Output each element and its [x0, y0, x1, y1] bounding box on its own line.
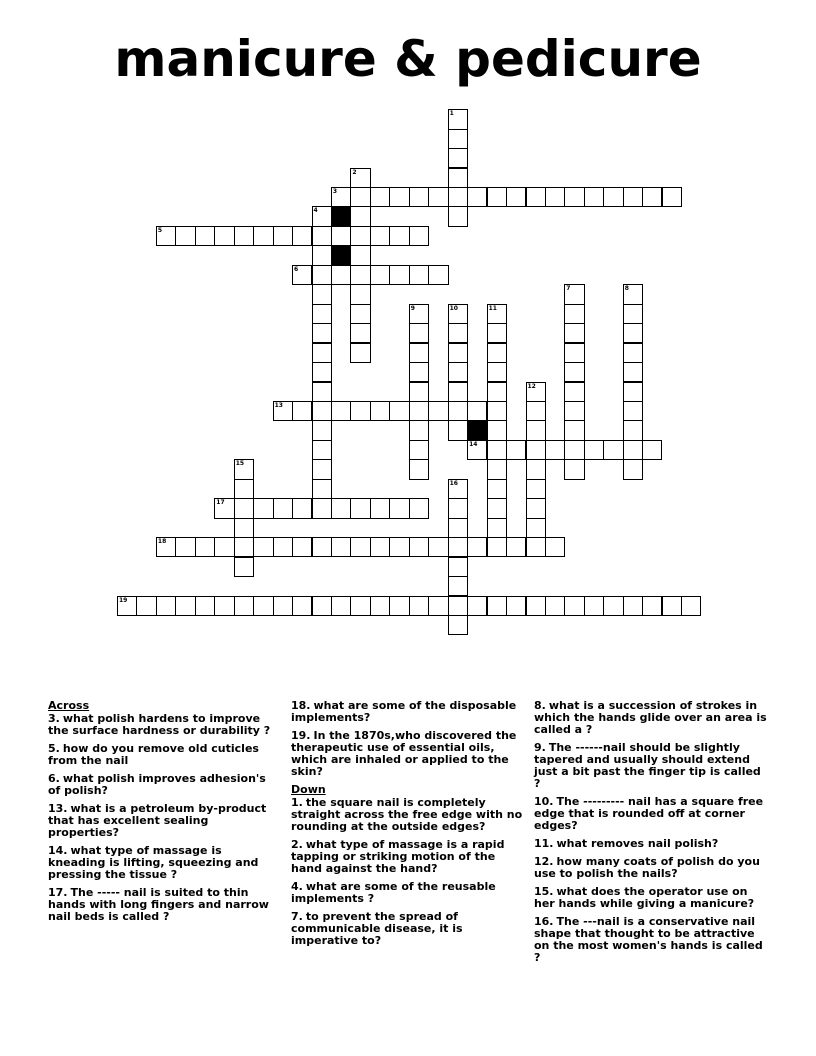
across-heading: Across	[48, 699, 90, 712]
grid-cell[interactable]	[156, 596, 176, 616]
grid-cell[interactable]	[448, 557, 468, 577]
grid-cell[interactable]	[506, 187, 526, 207]
clue-text: what does the operator use on her hands while giving a manicure?	[534, 885, 755, 910]
grid-cell[interactable]	[448, 362, 468, 382]
grid-cell[interactable]	[603, 187, 623, 207]
cell-number: 6	[294, 265, 299, 273]
grid-cell[interactable]	[350, 537, 370, 557]
across-clue	[48, 713, 280, 737]
grid-cell[interactable]	[526, 498, 546, 518]
grid-cell[interactable]	[292, 537, 312, 557]
grid-cell[interactable]	[487, 596, 507, 616]
grid-cell[interactable]	[623, 323, 643, 343]
grid-cell[interactable]	[526, 537, 546, 557]
grid-cell[interactable]	[370, 401, 390, 421]
grid-cell[interactable]	[389, 226, 409, 246]
grid-cell[interactable]	[350, 323, 370, 343]
grid-cell[interactable]	[642, 596, 662, 616]
clue-text: The ---nail is a conservative nail shape that thought to be attractive on the most women's hands is called ?	[534, 915, 763, 964]
cell-number: 19	[119, 596, 128, 604]
across-clue	[48, 773, 280, 797]
clue-text: how do you remove old cuticles from the nail	[48, 742, 259, 767]
grid-cell[interactable]	[312, 226, 332, 246]
clue-text: to prevent the spread of communicable disease, it is imperative to?	[291, 910, 463, 947]
grid-cell[interactable]	[623, 459, 643, 479]
grid-cell[interactable]	[428, 187, 448, 207]
grid-cell[interactable]	[623, 596, 643, 616]
clues-column-3	[534, 700, 770, 970]
grid-cell[interactable]	[312, 362, 332, 382]
grid-cell[interactable]	[564, 401, 584, 421]
grid-cell[interactable]	[370, 226, 390, 246]
grid-cell[interactable]	[409, 187, 429, 207]
down-clue	[291, 839, 527, 875]
grid-cell[interactable]	[409, 265, 429, 285]
cell-number: 4	[313, 207, 318, 215]
grid-cell[interactable]	[564, 382, 584, 402]
grid-cell[interactable]	[350, 596, 370, 616]
grid-cell[interactable]	[214, 498, 234, 518]
cell-number: 10	[449, 304, 458, 312]
down-clue	[534, 742, 770, 790]
grid-cell[interactable]	[253, 226, 273, 246]
grid-cell[interactable]	[409, 459, 429, 479]
grid-cell[interactable]	[623, 420, 643, 440]
grid-cell[interactable]	[331, 596, 351, 616]
grid-cell[interactable]	[623, 440, 643, 460]
cell-number: 16	[449, 479, 458, 487]
grid-cell[interactable]	[331, 498, 351, 518]
grid-cell[interactable]	[564, 343, 584, 363]
cell-number: 2	[352, 168, 357, 176]
grid-cell[interactable]	[487, 518, 507, 538]
grid-cell[interactable]	[448, 187, 468, 207]
blocked-cell	[467, 420, 487, 440]
cell-number: 17	[216, 499, 225, 507]
grid-cell[interactable]	[545, 187, 565, 207]
grid-cell[interactable]	[487, 304, 507, 324]
grid-cell[interactable]	[409, 343, 429, 363]
grid-cell[interactable]	[448, 148, 468, 168]
grid-cell[interactable]	[195, 226, 215, 246]
down-clue	[534, 856, 770, 880]
clue-text: what type of massage is kneading is lifting, squeezing and pressing the tissue ?	[48, 844, 259, 881]
grid-cell[interactable]	[312, 304, 332, 324]
grid-cell[interactable]	[234, 557, 254, 577]
clue-text: what type of massage is a rapid tapping or striking motion of the hand against the hand?	[291, 838, 505, 875]
clue-number: 6.	[48, 772, 60, 785]
grid-cell[interactable]	[331, 265, 351, 285]
grid-cell[interactable]	[545, 596, 565, 616]
clue-text: what is a petroleum by-product that has excellent sealing properties?	[48, 802, 267, 839]
grid-cell[interactable]	[409, 304, 429, 324]
grid-cell[interactable]	[312, 440, 332, 460]
grid-cell[interactable]	[409, 382, 429, 402]
grid-cell[interactable]	[448, 343, 468, 363]
grid-cell[interactable]	[526, 479, 546, 499]
down-clue	[291, 881, 527, 905]
grid-cell[interactable]	[331, 537, 351, 557]
grid-cell[interactable]	[350, 226, 370, 246]
grid-cell[interactable]	[312, 284, 332, 304]
clue-text: The ------nail should be slightly tapered and usually should extend just a bit past the finger tip is called ?	[534, 741, 761, 790]
grid-cell[interactable]	[350, 168, 370, 188]
grid-cell[interactable]	[312, 343, 332, 363]
cell-number: 9	[410, 304, 415, 312]
grid-cell[interactable]	[448, 479, 468, 499]
across-clue	[48, 803, 280, 839]
clue-text: what are some of the reusable implements ?	[291, 880, 496, 905]
grid-cell[interactable]	[448, 304, 468, 324]
clue-number: 16.	[534, 915, 554, 928]
grid-cell[interactable]	[564, 362, 584, 382]
grid-cell[interactable]	[487, 187, 507, 207]
clue-number: 8.	[534, 699, 546, 712]
cell-number: 1	[449, 110, 454, 118]
grid-cell[interactable]	[623, 304, 643, 324]
grid-cell[interactable]	[350, 343, 370, 363]
grid-cell[interactable]	[253, 498, 273, 518]
grid-cell[interactable]	[350, 498, 370, 518]
grid-cell[interactable]	[234, 596, 254, 616]
grid-cell[interactable]	[312, 245, 332, 265]
grid-cell[interactable]	[350, 401, 370, 421]
grid-cell[interactable]	[564, 187, 584, 207]
cell-number: 18	[157, 538, 167, 546]
grid-cell[interactable]	[681, 596, 701, 616]
grid-cell[interactable]	[389, 498, 409, 518]
grid-cell[interactable]	[370, 265, 390, 285]
down-clue	[534, 886, 770, 910]
clue-number: 15.	[534, 885, 554, 898]
grid-cell[interactable]	[467, 187, 487, 207]
grid-cell[interactable]	[312, 401, 332, 421]
clues-column-2	[291, 700, 527, 953]
grid-cell[interactable]	[564, 323, 584, 343]
grid-cell[interactable]	[389, 265, 409, 285]
grid-cell[interactable]	[564, 420, 584, 440]
grid-cell[interactable]	[156, 537, 176, 557]
clue-number: 1.	[291, 796, 303, 809]
grid-cell[interactable]	[487, 362, 507, 382]
cell-number: 11	[488, 304, 497, 312]
clue-number: 18.	[291, 699, 311, 712]
grid-cell[interactable]	[487, 537, 507, 557]
grid-cell[interactable]	[623, 382, 643, 402]
grid-cell[interactable]	[409, 226, 429, 246]
grid-cell[interactable]	[389, 596, 409, 616]
grid-cell[interactable]	[273, 498, 293, 518]
grid-cell[interactable]	[331, 401, 351, 421]
grid-cell[interactable]	[623, 401, 643, 421]
grid-cell[interactable]	[136, 596, 156, 616]
grid-cell[interactable]	[312, 420, 332, 440]
grid-cell[interactable]	[642, 440, 662, 460]
clues-column-1	[48, 700, 280, 929]
grid-cell[interactable]	[662, 596, 682, 616]
grid-cell[interactable]	[234, 498, 254, 518]
blocked-cell	[331, 206, 351, 226]
grid-cell[interactable]	[312, 537, 332, 557]
down-heading: Down	[291, 783, 326, 796]
grid-cell[interactable]	[448, 518, 468, 538]
grid-cell[interactable]	[175, 537, 195, 557]
clue-text: The ----- nail is suited to thin hands with long fingers and narrow nail beds is called ?	[48, 886, 269, 923]
grid-cell[interactable]	[117, 596, 137, 616]
grid-cell[interactable]	[545, 537, 565, 557]
grid-cell[interactable]	[234, 459, 254, 479]
clue-text: what removes nail polish?	[556, 837, 719, 850]
grid-cell[interactable]	[526, 596, 546, 616]
grid-cell[interactable]	[273, 596, 293, 616]
clue-text: what polish improves adhesion's of polish?	[48, 772, 266, 797]
grid-cell[interactable]	[526, 459, 546, 479]
clue-number: 17.	[48, 886, 68, 899]
grid-cell[interactable]	[312, 265, 332, 285]
grid-cell[interactable]	[448, 615, 468, 635]
grid-cell[interactable]	[487, 382, 507, 402]
grid-cell[interactable]	[234, 537, 254, 557]
grid-cell[interactable]	[292, 596, 312, 616]
grid-cell[interactable]	[331, 187, 351, 207]
clue-number: 2.	[291, 838, 303, 851]
grid-cell[interactable]	[214, 226, 234, 246]
grid-cell[interactable]	[487, 401, 507, 421]
grid-cell[interactable]	[273, 537, 293, 557]
grid-cell[interactable]	[214, 537, 234, 557]
grid-cell[interactable]	[370, 187, 390, 207]
grid-cell[interactable]	[603, 440, 623, 460]
grid-cell[interactable]	[506, 440, 526, 460]
grid-cell[interactable]	[487, 479, 507, 499]
grid-cell[interactable]	[448, 323, 468, 343]
grid-cell[interactable]	[195, 537, 215, 557]
clue-text: what are some of the disposable implements?	[291, 699, 517, 724]
cell-number: 8	[624, 285, 629, 293]
grid-cell[interactable]	[234, 226, 254, 246]
clue-text: what polish hardens to improve the surface hardness or durability ?	[48, 712, 271, 737]
grid-cell[interactable]	[564, 304, 584, 324]
grid-cell[interactable]	[312, 498, 332, 518]
grid-cell[interactable]	[448, 382, 468, 402]
clue-number: 4.	[291, 880, 303, 893]
grid-cell[interactable]	[350, 284, 370, 304]
grid-cell[interactable]	[253, 596, 273, 616]
page-title: manicure & pedicure	[114, 30, 702, 88]
grid-cell[interactable]	[623, 362, 643, 382]
grid-cell[interactable]	[487, 459, 507, 479]
grid-cell[interactable]	[350, 304, 370, 324]
clue-number: 11.	[534, 837, 554, 850]
grid-cell[interactable]	[253, 537, 273, 557]
grid-cell[interactable]	[331, 226, 351, 246]
grid-cell[interactable]	[564, 459, 584, 479]
grid-cell[interactable]	[448, 596, 468, 616]
blocked-cell	[331, 245, 351, 265]
grid-cell[interactable]	[506, 596, 526, 616]
grid-cell[interactable]	[526, 420, 546, 440]
cell-number: 13	[274, 401, 283, 409]
grid-cell[interactable]	[409, 537, 429, 557]
grid-cell[interactable]	[564, 284, 584, 304]
grid-cell[interactable]	[467, 537, 487, 557]
grid-cell[interactable]	[312, 596, 332, 616]
grid-cell[interactable]	[370, 498, 390, 518]
grid-cell[interactable]	[350, 206, 370, 226]
grid-cell[interactable]	[448, 576, 468, 596]
down-clue	[534, 700, 770, 736]
grid-cell[interactable]	[428, 596, 448, 616]
grid-cell[interactable]	[214, 596, 234, 616]
grid-cell[interactable]	[312, 382, 332, 402]
grid-cell[interactable]	[409, 323, 429, 343]
grid-cell[interactable]	[389, 537, 409, 557]
grid-cell[interactable]	[448, 168, 468, 188]
grid-cell[interactable]	[526, 382, 546, 402]
down-clue	[291, 797, 527, 833]
grid-cell[interactable]	[428, 537, 448, 557]
grid-cell[interactable]	[156, 226, 176, 246]
grid-cell[interactable]	[370, 537, 390, 557]
grid-cell[interactable]	[312, 479, 332, 499]
grid-cell[interactable]	[526, 187, 546, 207]
down-clue	[534, 916, 770, 964]
down-clue	[534, 796, 770, 832]
grid-cell[interactable]	[448, 420, 468, 440]
grid-cell[interactable]	[526, 440, 546, 460]
cell-number: 12	[527, 382, 536, 390]
clue-number: 3.	[48, 712, 60, 725]
grid-cell[interactable]	[564, 596, 584, 616]
grid-cell[interactable]	[545, 440, 565, 460]
grid-cell[interactable]	[292, 401, 312, 421]
cell-number: 5	[157, 226, 163, 234]
grid-cell[interactable]	[409, 596, 429, 616]
grid-cell[interactable]	[467, 440, 487, 460]
grid-cell[interactable]	[584, 440, 604, 460]
grid-cell[interactable]	[642, 187, 662, 207]
grid-cell[interactable]	[603, 596, 623, 616]
grid-cell[interactable]	[234, 518, 254, 538]
grid-cell[interactable]	[467, 401, 487, 421]
grid-cell[interactable]	[370, 596, 390, 616]
grid-cell[interactable]	[564, 440, 584, 460]
grid-cell[interactable]	[623, 284, 643, 304]
clue-text: In the 1870s,who discovered the therapeutic use of essential oils, which are inhaled or applied to the skin?	[291, 729, 517, 778]
across-clue	[48, 887, 280, 923]
clue-number: 14.	[48, 844, 68, 857]
grid-cell[interactable]	[584, 596, 604, 616]
cell-number: 3	[332, 188, 338, 195]
grid-cell[interactable]	[662, 187, 682, 207]
grid-cell[interactable]	[487, 343, 507, 363]
grid-cell[interactable]	[487, 440, 507, 460]
grid-cell[interactable]	[312, 323, 332, 343]
grid-cell[interactable]	[409, 420, 429, 440]
grid-cell[interactable]	[448, 401, 468, 421]
clue-text: The --------- nail has a square free edge that is rounded off at corner edges?	[534, 795, 764, 832]
grid-cell[interactable]	[487, 420, 507, 440]
clue-number: 9.	[534, 741, 546, 754]
clue-number: 7.	[291, 910, 303, 923]
grid-cell[interactable]	[350, 187, 370, 207]
cell-number: 15	[235, 460, 245, 468]
grid-cell[interactable]	[526, 518, 546, 538]
grid-cell[interactable]	[292, 265, 312, 285]
across-clue	[291, 700, 527, 724]
grid-cell[interactable]	[487, 498, 507, 518]
across-clue	[48, 845, 280, 881]
grid-cell[interactable]	[273, 226, 293, 246]
grid-cell[interactable]	[467, 596, 487, 616]
clue-number: 19.	[291, 729, 311, 742]
grid-cell[interactable]	[409, 440, 429, 460]
grid-cell[interactable]	[428, 265, 448, 285]
grid-cell[interactable]	[389, 187, 409, 207]
clue-text: the square nail is completely straight across the free edge with no rounding at the outside edges?	[291, 796, 523, 833]
clue-text: how many coats of polish do you use to polish the nails?	[534, 855, 760, 880]
grid-cell[interactable]	[409, 401, 429, 421]
grid-cell[interactable]	[623, 187, 643, 207]
grid-cell[interactable]	[526, 401, 546, 421]
grid-cell[interactable]	[487, 323, 507, 343]
grid-cell[interactable]	[448, 129, 468, 149]
clue-number: 12.	[534, 855, 554, 868]
cell-number: 7	[566, 285, 571, 293]
grid-cell[interactable]	[234, 479, 254, 499]
grid-cell[interactable]	[448, 206, 468, 226]
grid-cell[interactable]	[448, 109, 468, 129]
grid-cell[interactable]	[623, 343, 643, 363]
across-clue	[291, 730, 527, 778]
grid-cell[interactable]	[292, 498, 312, 518]
grid-cell[interactable]	[350, 265, 370, 285]
grid-cell[interactable]	[409, 498, 429, 518]
clue-number: 5.	[48, 742, 60, 755]
grid-cell[interactable]	[448, 498, 468, 518]
clue-text: what is a succession of strokes in which the hands glide over an area is called a ?	[534, 699, 767, 736]
grid-cell[interactable]	[175, 226, 195, 246]
grid-cell[interactable]	[195, 596, 215, 616]
clue-number: 10.	[534, 795, 554, 808]
grid-cell[interactable]	[292, 226, 312, 246]
grid-cell[interactable]	[389, 401, 409, 421]
cell-number: 14	[469, 440, 478, 448]
grid-cell[interactable]	[448, 537, 468, 557]
grid-cell[interactable]	[350, 245, 370, 265]
grid-cell[interactable]	[273, 401, 293, 421]
down-clue	[291, 911, 527, 947]
down-clue	[534, 838, 770, 850]
grid-cell[interactable]	[506, 537, 526, 557]
grid-cell[interactable]	[312, 459, 332, 479]
across-clue	[48, 743, 280, 767]
clue-number: 13.	[48, 802, 68, 815]
grid-cell[interactable]	[175, 596, 195, 616]
grid-cell[interactable]	[409, 362, 429, 382]
grid-cell[interactable]	[428, 401, 448, 421]
grid-cell[interactable]	[312, 206, 332, 226]
grid-cell[interactable]	[584, 187, 604, 207]
